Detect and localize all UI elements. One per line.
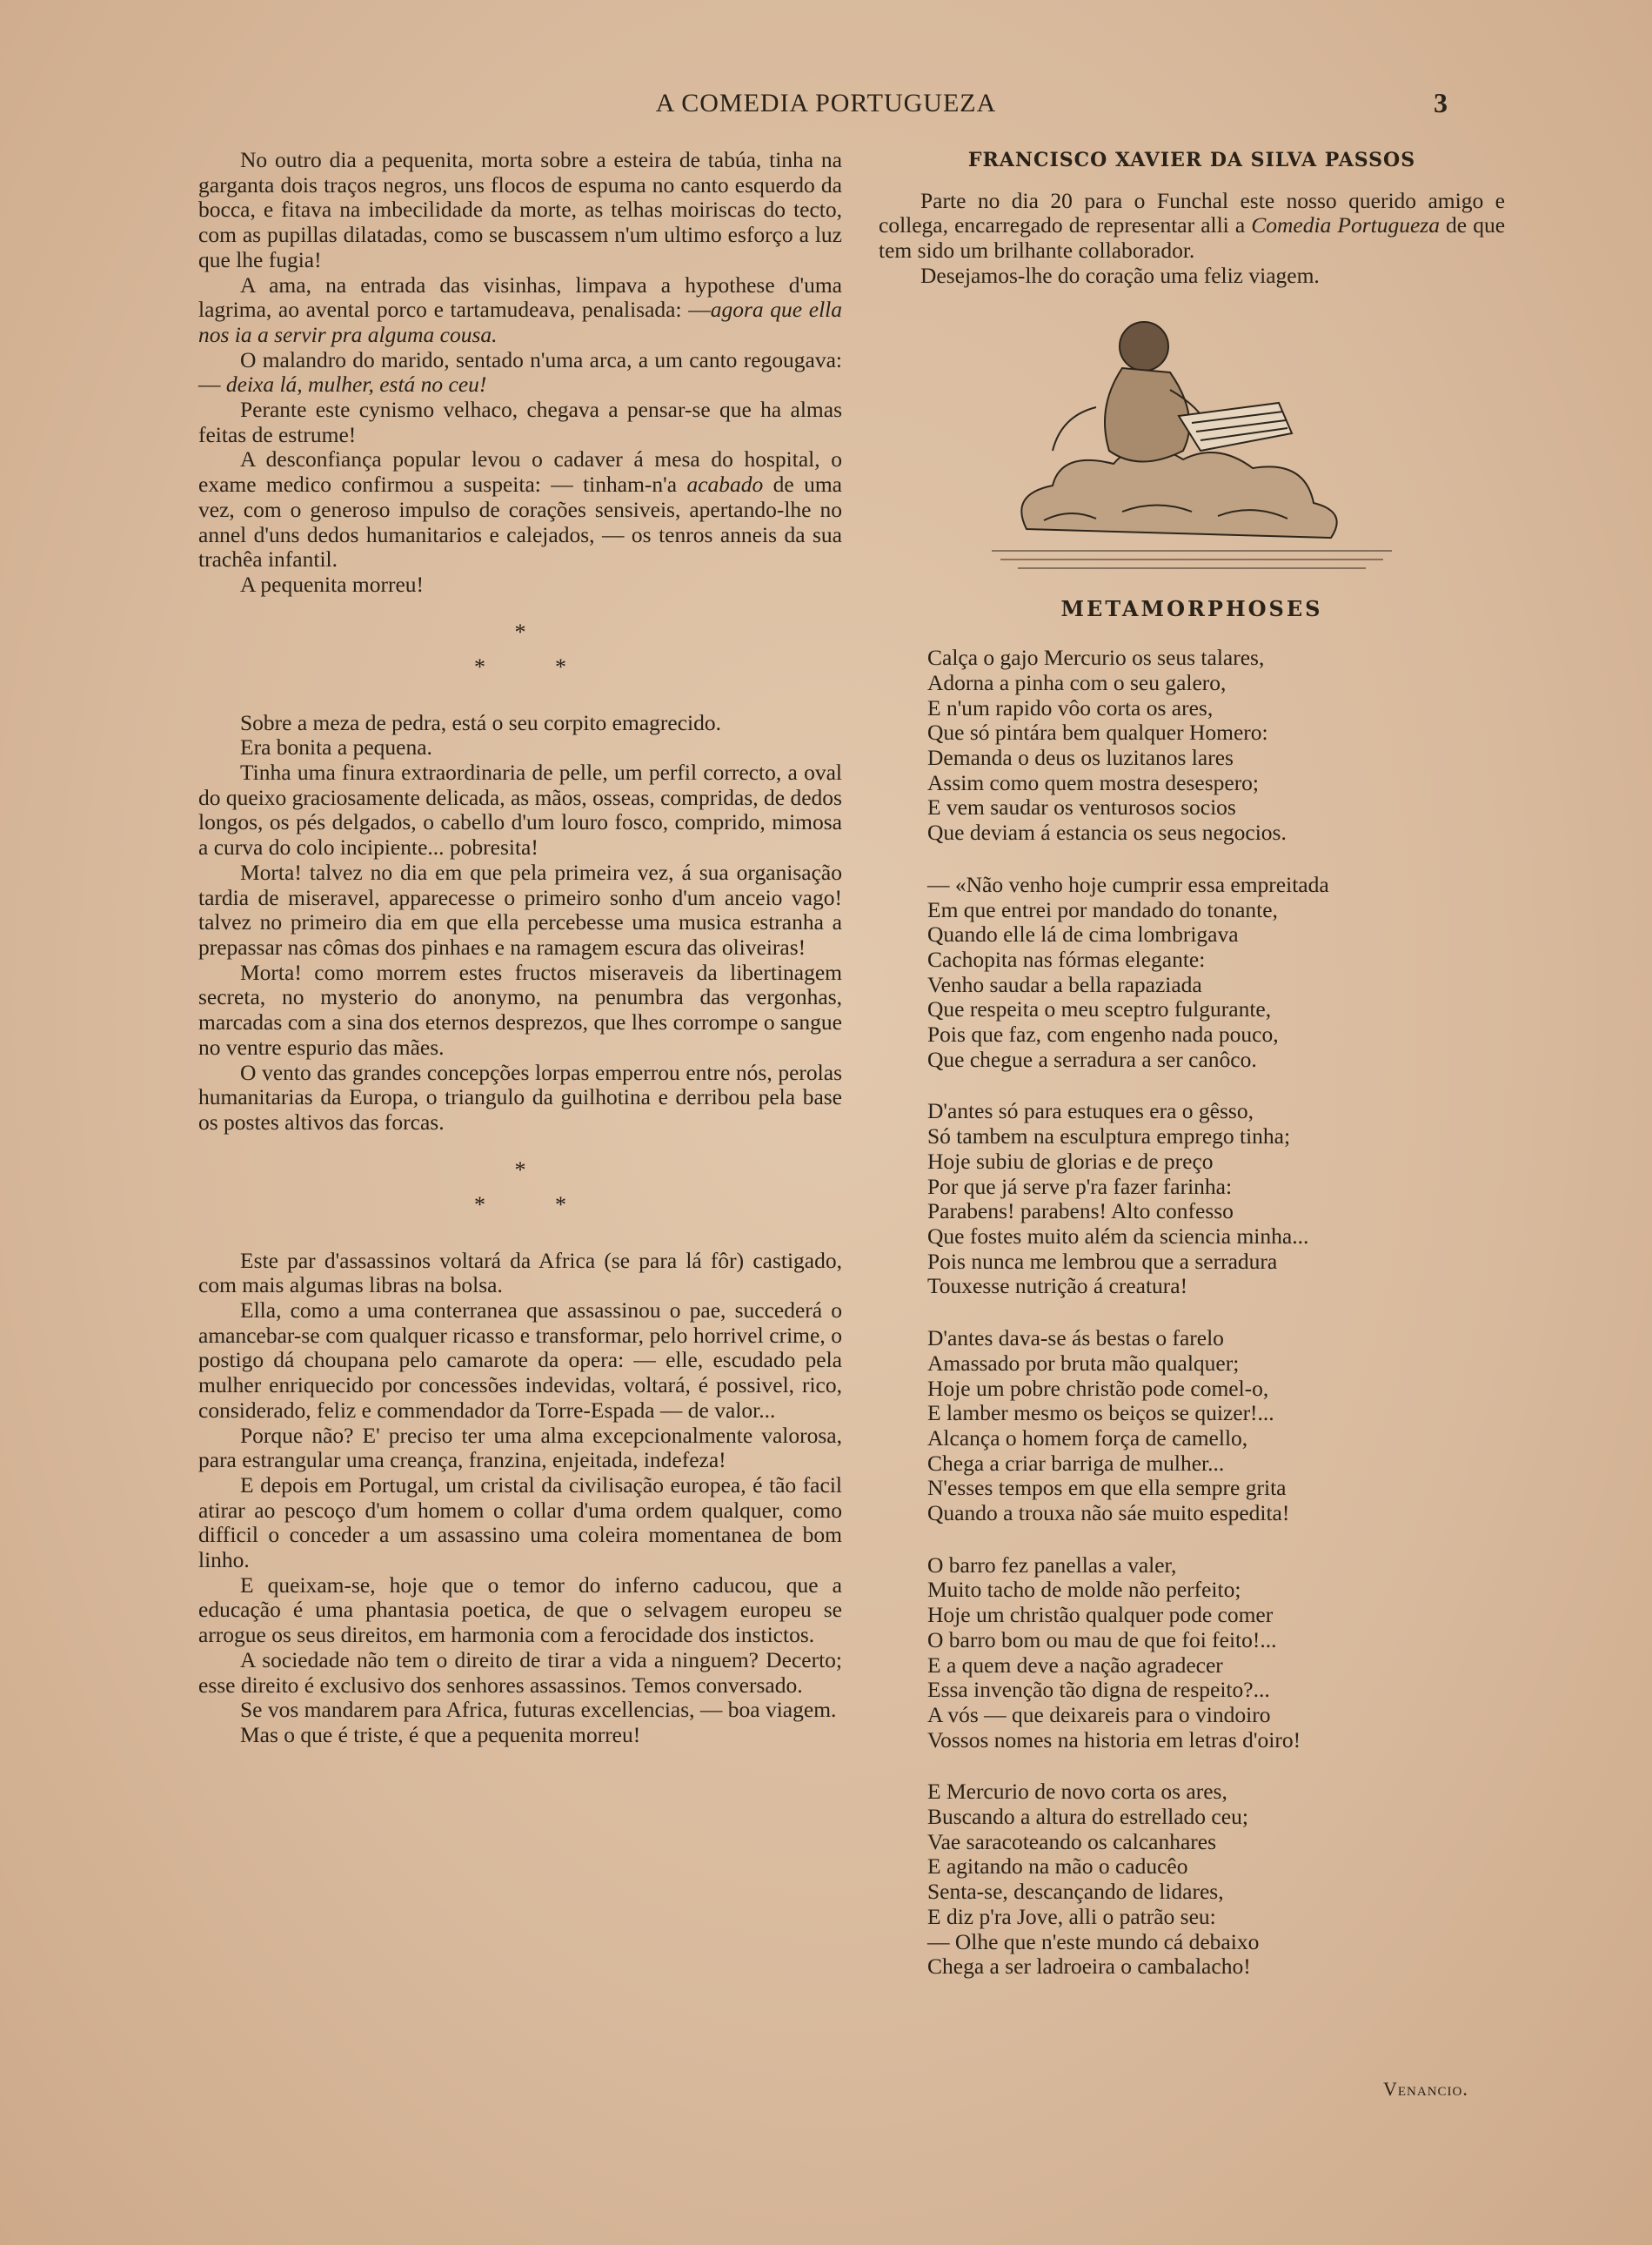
paragraph: Se vos mandarem para Africa, futuras excellencias, — boa viagem.	[240, 1697, 837, 1723]
paragraph: Era bonita a pequena.	[240, 734, 432, 761]
poem-stanza: E Mercurio de novo corta os ares, Buscando a altura do estrellado ceu; Vae saracoteando os calcanhares E agitando na mão o caducêo Senta-se, descançando de lidares, E diz p'ra Jove, alli o patrão seu: — Olhe que n'este mundo cá debaixo Chega a ser ladroeira o cambalacho!	[927, 1779, 1260, 1980]
page-header-title: A COMEDIA PORTUGUEZA	[655, 89, 997, 117]
poem-title: METAMORPHOSES	[1060, 595, 1323, 621]
paragraph: Porque não? E' preciso ter uma alma excepcionalmente valorosa, para estrangular uma creança, franzina, enjeitada, indefeza!	[198, 1422, 842, 1473]
paragraph: A sociedade não tem o direito de tirar a vida a ninguem? Decerto; esse direito é exclusivo dos senhores assassinos. Temos conversado.	[198, 1646, 842, 1698]
left-column	[198, 148, 842, 1748]
poem-stanza: — «Não venho hoje cumprir essa empreitada Em que entrei por mandado do tonante, Quando elle lá de cima lombrigava Cachopita nas fórmas elegante: Venho saudar a bella rapaziada Que respeita o meu sceptro fulgurante, Pois que faz, com engenho nada pouco, Que chegue a serradura a ser canôco.	[927, 871, 1329, 1072]
paragraph: Sobre a meza de pedra, está o seu corpito emagrecido.	[240, 709, 721, 735]
poem-stanza: Calça o gajo Mercurio os seus talares, Adorna a pinha com o seu galero, E n'um rapido vôo corta os ares, Que só pintára bem qualquer Homero: Demanda o deus os luzitanos lares Assim como quem mostra desespero; E vem saudar os venturosos socios Que deviam á estancia os seus negocios.	[927, 645, 1287, 846]
paragraph: Perante este cynismo velhaco, chegava a pensar-se que ha almas feitas de estrume!	[198, 397, 842, 447]
right-column	[879, 146, 1505, 2007]
paragraph: A desconfiança popular levou o cadaver á mesa do hospital, o exame medico confirmou a suspeita: — tinham-n'a acabado de uma vez, com o generoso impulso de corações sensiveis, apertando-lhe no annel d'uns dedos humanitarios e calejados, — os tenros anneis da sua trachêa infantil.	[198, 446, 842, 573]
section-divider-asterism: * * *	[474, 1156, 566, 1217]
paragraph: O malandro do marido, sentado n'uma arca, a um canto regougava: — deixa lá, mulher, está no ceu!	[198, 346, 842, 398]
cherub-reading-illustration	[992, 320, 1392, 581]
page-number: 3	[1434, 87, 1448, 118]
paragraph: Ella, como a uma conterranea que assassinou o pae, succederá o amancebar-se com qualquer ricasso e transformar, pelo horrivel crime, o postigo dá choupana pelo camarote da opera: — elle, escudado pela mulher enriquecido por concessões indevidas, voltará, é possivel, rico, considerado, feliz e commendador da Torre-Espada — de valor...	[198, 1297, 842, 1423]
section-divider-asterism: * * *	[474, 619, 566, 680]
paragraph: A ama, na entrada das visinhas, limpava a hypothese d'uma lagrima, ao avental porco e tartamudeava, penalisada: —agora que ella nos ia a servir pra alguma cousa.	[198, 271, 842, 347]
article-heading: FRANCISCO XAVIER DA SILVA PASSOS	[967, 149, 1416, 171]
poem-stanza: D'antes dava-se ás bestas o farelo Amassado por bruta mão qualquer; Hoje um pobre christão pode comel-o, E lamber mesmo os beiços se quizer!... Alcança o homem força de camello, Chega a criar barriga de mulher... N'esses tempos em que ella sempre grita Quando a trouxa não sáe muito espedita!	[927, 1325, 1290, 1526]
paragraph: Mas o que é triste, é que a pequenita morreu!	[240, 1721, 641, 1747]
poem-stanza: D'antes só para estuques era o gêsso, Só tambem na esculptura emprego tinha; Hoje subiu de glorias e de preço Por que já serve p'ra fazer farinha: Parabens! parabens! Alto confesso Que fostes muito além da sciencia minha... Pois nunca me lembrou que a serradura Touxesse nutrição á creatura!	[927, 1098, 1309, 1299]
paragraph: Morta! como morrem estes fructos miseraveis da libertinagem secreta, no mysterio do anonymo, na penumbra das vergonhas, marcadas com a sina dos eternos desprezos, que lhes corrompe o sangue no ventre espurio das mães.	[198, 959, 842, 1060]
paragraph: Parte no dia 20 para o Funchal este nosso querido amigo e collega, encarregado de representar alli a Comedia Portugueza de que tem sido um brilhante collaborador.	[879, 187, 1506, 264]
paragraph: Tinha uma finura extraordinaria de pelle, um perfil correcto, a oval do queixo graciosamente delicada, as mãos, osseas, compridas, de dedos longos, os pés delgados, o cabello d'um louro fosco, comprido, mimosa a curva do colo incipiente... pobresita!	[198, 760, 842, 861]
poem-stanza: O barro fez panellas a valer, Muito tacho de molde não perfeito; Hoje um christão qualquer pode comer O barro bom ou mau de que foi feito!... E a quem deve a nação agradecer Essa invenção tão digna de respeito?... A vós — que deixareis para o vindoiro Vossos nomes na historia em letras d'oiro!	[927, 1551, 1301, 1752]
paragraph: Desejamos-lhe do coração uma feliz viagem.	[920, 262, 1320, 288]
paragraph: Este par d'assassinos voltará da Africa (se para lá fôr) castigado, com mais algumas libras na bolsa.	[198, 1247, 842, 1298]
paragraph: Morta! talvez no dia em que pela primeira vez, á sua organisação tardia de miseravel, apparecesse o primeiro sonho d'um anceio vago! talvez no primeiro dia em que ella percebesse uma musica estranha a prepassar nas cômas dos pinhaes e na ramagem escura das oliveiras!	[198, 859, 842, 960]
paragraph: No outro dia a pequenita, morta sobre a esteira de tabúa, tinha na garganta dois traços negros, uns flocos de espuma no canto esquerdo da bocca, e fitava na imbecilidade da morte, as telhas moiriscas do tecto, com as pupillas dilatadas, como se buscassem n'um ultimo esforço a luz que lhe fugia!	[198, 147, 842, 272]
paragraph: A pequenita morreu!	[240, 571, 425, 597]
author-signature: Venancio.	[1383, 2078, 1468, 2100]
paragraph: O vento das grandes concepções lorpas emperrou entre nós, perolas humanitarias da Europa, o triangulo da guilhotina e derribou pela base os postes altivos das forcas.	[198, 1059, 842, 1135]
paragraph: E queixam-se, hoje que o temor do inferno caducou, que a educação é uma phantasia poetica, de que o selvagem europeu se arrogue os seus direitos, em harmonia com a ferocidade dos instictos.	[198, 1572, 842, 1648]
paragraph: E depois em Portugal, um cristal da civilisação europea, é tão facil atirar ao pescoço d'um homem o collar d'uma ordem qualquer, como difficil o conceder a um assassino uma coleira momentanea de bom linho.	[198, 1471, 842, 1573]
